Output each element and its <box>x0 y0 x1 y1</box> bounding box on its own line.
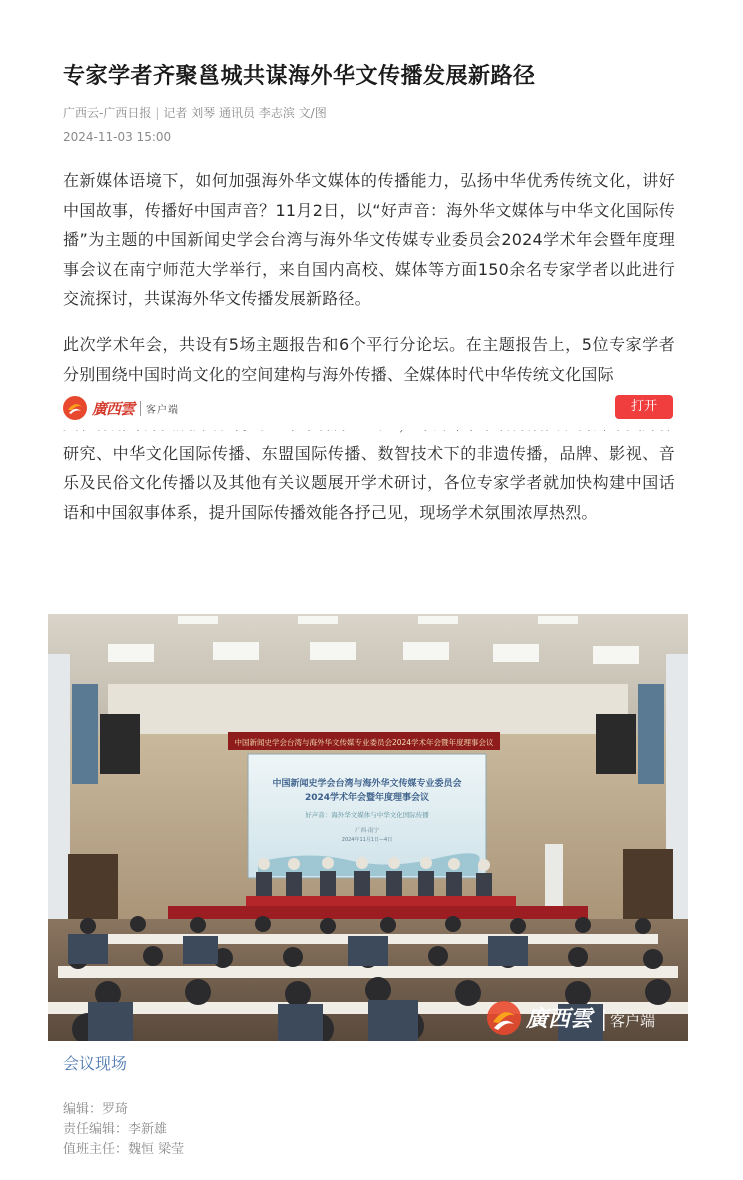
duty-director-credit: 值班主任：魏恒 梁莹 <box>63 1142 185 1157</box>
credits <box>63 1100 184 1160</box>
paragraph-1: 在新媒体语境下，如何加强海外华文媒体的传播能力，弘扬中华优秀传统文化，讲好中国故事，传播好中国声音？11月2日，以“好声音：海外华文媒体与中华文化国际传播”为主题的中国新闻史学会台湾与海外华文传媒专业委员会2024学术年会暨年度理事会议在南宁师范大学举行，来自国内高校、媒体等方面150余名专家学者以此进行交流探讨，共谋海外华文传播发展新路径。 <box>63 171 675 308</box>
photo-screen-line3: 好声音：海外华文媒体与中华文化国际传播 <box>305 811 429 819</box>
app-logo-sub: 客户端 <box>140 401 179 416</box>
responsible-editor-credit: 责任编辑：李新雄 <box>63 1122 168 1137</box>
publish-date: 2024-11-03 15:00 <box>63 130 172 144</box>
photo-watermark-sub: 客户端 <box>610 1012 656 1030</box>
photo-screen-line1: 中国新闻史学会台湾与海外华文传媒专业委员会 <box>272 779 462 789</box>
source-label: 广西云-广西日报 <box>63 106 152 120</box>
conference-photo <box>48 614 688 1041</box>
photo-banner-text: 中国新闻史学会台湾与海外华文传媒专业委员会2024学术年会暨年度理事会议 <box>234 738 494 747</box>
guangxi-cloud-logo-icon <box>62 395 88 421</box>
photo-screen-line4: 广西·南宁 <box>355 828 379 834</box>
article-title: 专家学者齐聚邕城共谋海外华文传播发展新路径 <box>63 64 536 89</box>
editor-credit: 编辑：罗琦 <box>63 1102 129 1117</box>
byline: 记者 刘琴 通讯员 李志滨 文/图 <box>163 106 327 120</box>
photo-watermark-text: 廣西雲 <box>526 1006 593 1032</box>
paragraph-3: 研究、中华文化国际传播、东盟国际传播、数智技术下的非遗传播，品牌、影视、音乐及民俗文化传播以及其他有关议题展开学术研讨，各位专家学者就加快构建中国话语和中国叙事体系，提升国际传播效能各抒己见，现场学术氛围浓厚热烈。 <box>63 443 675 522</box>
app-logo-text: 廣西雲 <box>92 399 135 418</box>
paragraph-2: 此次学术年会，共设有5场主题报告和6个平行分论坛。在主题报告上，5位专家学者分别围绕中国时尚文化的空间建构与海外传播、全媒体时代中华传统文化国际 <box>63 335 675 384</box>
app-logo <box>62 395 179 421</box>
article-meta: 广西云-广西日报 | 记者 刘琴 通讯员 李志滨 文/图 <box>63 106 327 120</box>
photo-screen-line5: 2024年11月1日—4日 <box>341 837 393 843</box>
open-app-button[interactable]: 打开 <box>615 395 673 419</box>
photo-screen-line2: 2024学术年会暨年度理事会议 <box>304 793 430 803</box>
photo-caption: 会议现场 <box>63 1054 128 1073</box>
app-download-banner[interactable] <box>48 386 695 430</box>
